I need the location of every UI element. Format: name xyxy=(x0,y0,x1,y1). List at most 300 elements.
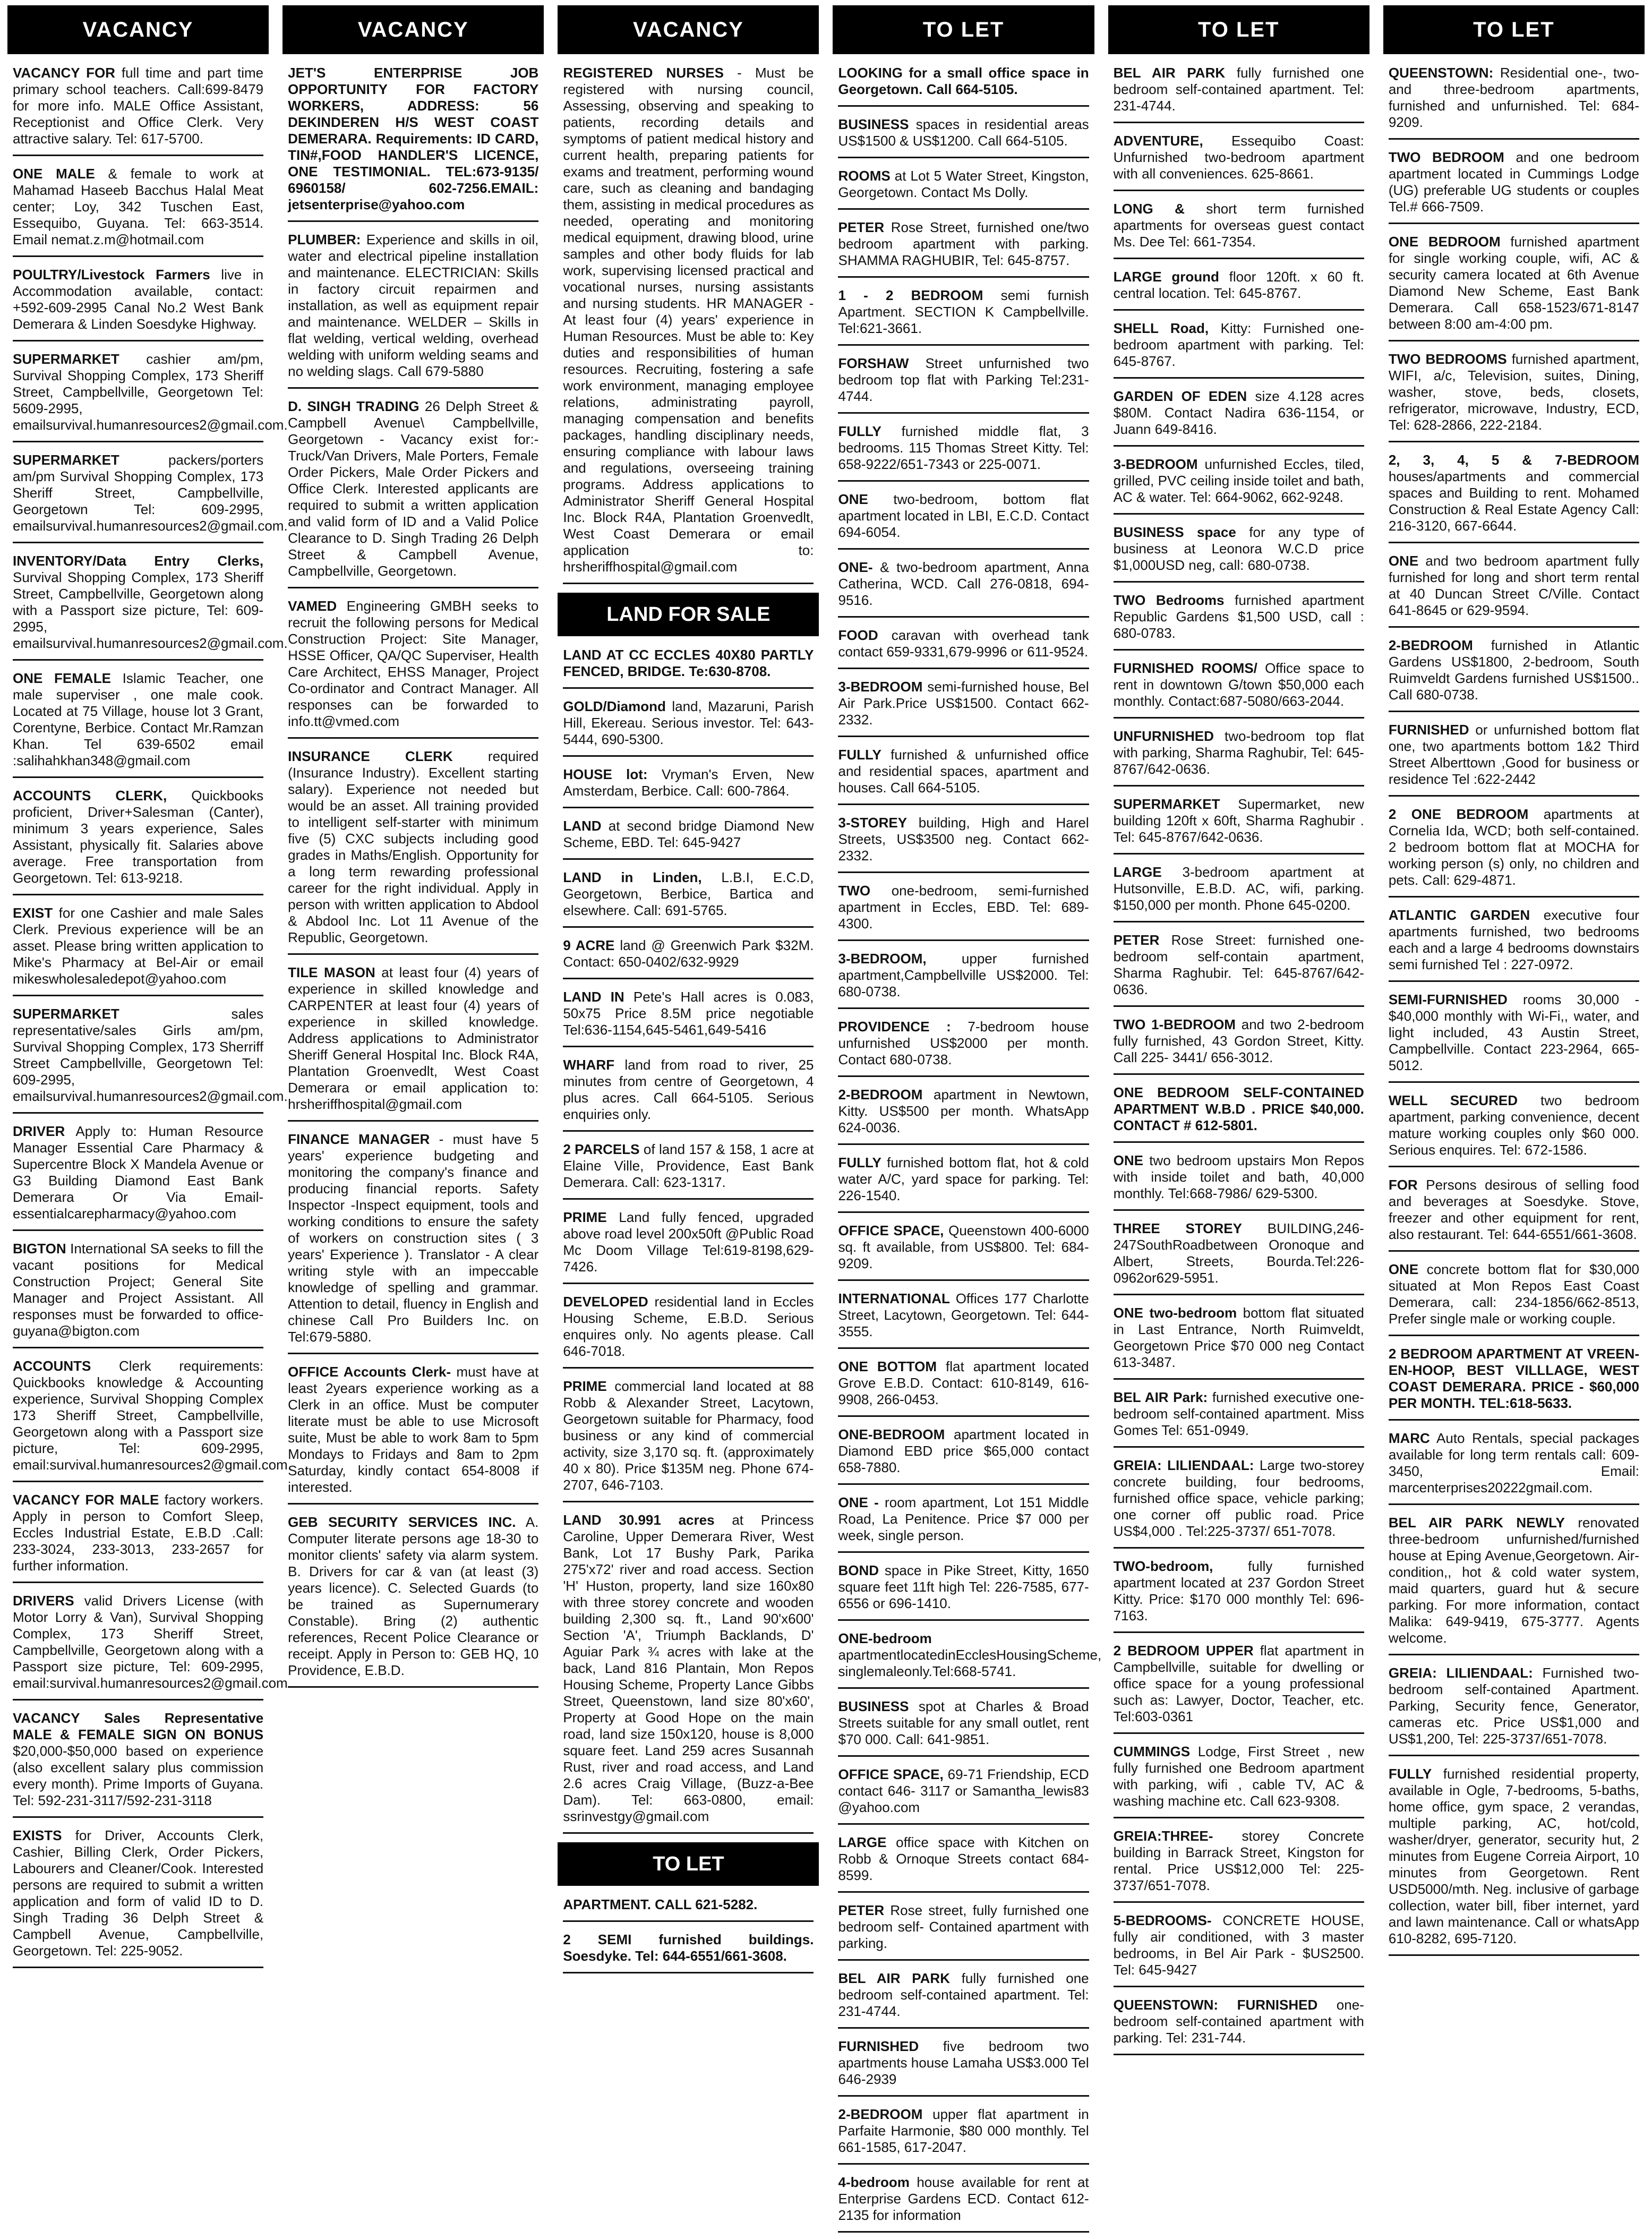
ad-lead: OFFICE SPACE, xyxy=(838,1766,944,1782)
ad-lead: TWO 1-BEDROOM xyxy=(1113,1016,1236,1032)
ad-text: residential land in Eccles Housing Scheme, E.B.D. Serious enquires only. No agents please. Call 646-7018. xyxy=(563,1294,814,1359)
classified-ad xyxy=(838,1491,1089,1553)
column-4 xyxy=(833,5,1102,2239)
ad-text: factory workers. Apply in person to Comfort Sleep, Eccles Industrial Estate, E.B.D .Call: 233-3024, 233-3013, 233-2657 for further information. xyxy=(13,1492,264,1574)
ad-lead: ONE BEDROOM SELF-CONTAINED APARTMENT W.B.D . PRICE $40,000. CONTACT # 612-5801. xyxy=(1113,1084,1364,1133)
ad-lead: TWO BEDROOMS xyxy=(1388,351,1507,367)
ad-text: apartment in Newtown, Kitty. US$500 per month. WhatsApp 624-0036. xyxy=(838,1087,1089,1135)
classified-ad xyxy=(288,961,538,1122)
classified-ad xyxy=(1114,521,1364,583)
ad-text: - Must be registered with nursing council, Assessing, observing and speaking to patients, recording details and symptoms of patient medical history and current health, preparing patients for exams and treatment, performing wound care, such as cleaning and bandaging them, assisting in medical procedures as needed, operating and monitoring medical equipment, drawing blood, urine samples and other body fluids for lab work, supervising licensed practical and vocational nurses, nursing assistants and nursing students. HR MANAGER - At least four (4) years' experience in Human Resources. Must be able to: Key duties and responsibilities of human resources. Recruiting, fostering a safe work environment, managing employee relations, administrating payroll, managing compensation and benefits packages, handling disciplinary needs, ensuring compliance with labour laws and regulations, overseeing training programs. Address applications to Administrator Sheriff General Hospital Inc. Block R4A, Plantation Groenvedlt, West Coast Demerara or email application to: hrsheriffhospital@gmail.com xyxy=(563,65,814,575)
ad-lead: 2 ONE BEDROOM xyxy=(1388,806,1529,822)
classified-ad xyxy=(13,163,263,257)
classified-ad xyxy=(563,1893,814,1922)
ad-text: Lodge, First Street , new fully furnished one Bedroom apartment with parking, wifi , cable TV, AC & washing machine etc. Call 623-9308. xyxy=(1113,1744,1364,1809)
classified-ad xyxy=(838,2103,1089,2165)
ad-text: for Driver, Accounts Clerk, Cashier, Billing Clerk, Order Pickers, Labourers and Cleaner/Cook. Interested persons are required to submit a written application and form of valid ID to D. Singh Trading 36 Delph Street & Campbell Avenue, Campbellville, Georgetown. Tel: 225-9052. xyxy=(13,1827,264,1959)
ad-text: and one bedroom apartment located in Cummings Lodge (UG) preferable UG students or couples Tel.# 666-7509. xyxy=(1388,149,1639,215)
ad-text: one-bedroom, semi-furnished apartment in Eccles, EBD. Tel: 689-4300. xyxy=(838,883,1089,932)
ad-text: two bedroom apartment, parking convenience, decent mature working couples only $60 000. Serious enquires. Tel: 672-1586. xyxy=(1388,1092,1639,1158)
ad-lead: BOND xyxy=(838,1562,879,1578)
classified-ad xyxy=(1114,1740,1364,1818)
ad-lead: 2-BEDROOM xyxy=(838,2106,923,2122)
column-3 xyxy=(558,5,819,2239)
ad-lead: 2 PARCELS xyxy=(563,1141,640,1157)
classified-ad xyxy=(838,676,1089,737)
ad-lead: 3-BEDROOM, xyxy=(838,951,927,967)
ad-text: Quickbooks proficient, Driver+Salesman (Canter), minimum 3 years experience, Sales Assistant, physically fit. Salaries above average. Free transportation from Georgetown. Tel: 613-9218. xyxy=(13,788,264,886)
classified-ad xyxy=(13,1707,263,1818)
ad-text: cashier am/pm, Survival Shopping Complex, 173 Sheriff Street, Campbellville, Georgetown Tel: 5609-2995, emailsurvival.humanresources2@gmail.com. xyxy=(13,351,288,433)
ad-lead: PLUMBER: xyxy=(288,232,361,247)
ad-lead: REGISTERED NURSES xyxy=(563,65,724,81)
ad-text: Kitty: Furnished one-bedroom apartment with parking. Tel: 645-8767. xyxy=(1113,320,1364,369)
ad-lead: BEL AIR PARK xyxy=(1113,65,1226,81)
ad-lead: TILE MASON xyxy=(288,964,375,980)
classified-ad xyxy=(838,420,1089,482)
ad-lead: TWO xyxy=(838,883,871,899)
ad-text: apartment located in Diamond EBD price $65,000 contact 658-7880. xyxy=(838,1426,1089,1475)
section-header-to-let: TO LET xyxy=(558,1842,819,1886)
ad-text: Street unfurnished two bedroom top flat with Parking Tel:231-4744. xyxy=(838,355,1089,404)
ad-text: Large two-storey concrete building, four bedrooms, furnished office space, vehicle parking; one corner off public road. Price US$4,000 . Tel:225-3737/ 651-7078. xyxy=(1113,1457,1364,1539)
classified-ad xyxy=(13,1237,263,1348)
ad-text: land from road to river, 25 minutes from centre of Georgetown, 4 plus acres. Call 664-5105. Serious enquiries only. xyxy=(563,1057,814,1122)
ad-lead: LONG & xyxy=(1113,201,1185,217)
ad-text: two-bedroom, bottom flat apartment located in LBI, E.C.D. Contact 694-6054. xyxy=(838,491,1089,540)
ad-lead: GREIA:THREE- xyxy=(1113,1828,1213,1844)
classified-ad xyxy=(563,695,814,757)
ad-lead: 9 ACRE xyxy=(563,937,615,953)
ad-text: size 4.128 acres $80M. Contact Nadira 636-1154, or Juann 649-8416. xyxy=(1113,388,1364,437)
ad-text: furnished in Atlantic Gardens US$1800, 2-bedroom, South Ruimveldt Gardens furnished US$1500.. Call 680-0738. xyxy=(1388,637,1639,703)
ad-lead: SEMI-FURNISHED xyxy=(1388,992,1508,1007)
ad-lead: VACANCY Sales Representative MALE & FEMALE SIGN ON BONUS xyxy=(13,1710,264,1742)
ad-text: Clerk requirements: Quickbooks knowledge & Accounting experience, Survival Shopping Complex 173 Sheriff Street, Campbellville, Georgetown along with a Passport size picture, Tel: 609-2995, email:survival.humanresources2@gmail.com. xyxy=(13,1358,292,1473)
classified-ad xyxy=(13,263,263,341)
ad-text: Rose Street: furnished one-bedroom self-contain apartment, Sharma Raghubir. Tel: 645-8767/642-0636. xyxy=(1113,932,1364,997)
classified-ad xyxy=(1114,1555,1364,1633)
ad-text: concrete bottom flat for $30,000 situated at Mon Repos East Coast Demerara, call: 234-1856/662-8513, Prefer single male or working couple. xyxy=(1388,1261,1639,1327)
classified-ad xyxy=(13,1589,292,1700)
classified-ad xyxy=(13,1489,263,1583)
classified-ad xyxy=(288,62,538,222)
ad-text: 7-bedroom house unfurnished US$2000 per month. Contact 680-0738. xyxy=(838,1019,1089,1067)
ad-lead: APARTMENT. CALL 621-5282. xyxy=(563,1896,758,1912)
ad-lead: INSURANCE CLERK xyxy=(288,748,453,764)
ad-lead: TWO Bedrooms xyxy=(1113,592,1225,608)
classified-ad xyxy=(838,811,1089,873)
ad-text: semi-furnished house, Bel Air Park.Price US$1500. Contact 662-2332. xyxy=(838,679,1089,728)
ad-text: Engineering GMBH seeks to recruit the following persons for Medical Construction Project: Site Manager, HSSE Officer, QA/QC Superviser, Health Care Architect, EHSS Manager, Project Co-ordinator and Contract Manager. All responses can be forwarded to info.tt@vmed.com xyxy=(288,598,539,729)
ad-text: and two 2-bedroom fully furnished, 43 Gordon Street, Kitty. Call 225- 3441/ 656-3012. xyxy=(1113,1016,1364,1065)
ad-text: building, High and Harel Streets, US$3500 neg. Contact 662-2332. xyxy=(838,815,1089,864)
column-header: VACANCY xyxy=(558,5,819,54)
classified-ad xyxy=(1389,1343,1639,1421)
ad-text: fully furnished one bedroom self-contained apartment. Tel: 231-4744. xyxy=(838,1970,1089,2019)
ad-lead: 3-BEDROOM xyxy=(838,679,923,695)
ad-text: & two-bedroom apartment, Anna Catherina, WCD. Call 276-0818, 694-9516. xyxy=(838,559,1089,608)
ad-text: at Princess Caroline, Upper Demerara River, West Bank, Lot 17 Bushy Park, Parika 275'x72' river and road access. Section 'H' Huston, property, land size 160x80 with three storey concrete and wooden building 2,300 sq. ft., Land 90'x600' Section 'A', Triumph Backlands, D' Aguiar Park ¾ acres with lake at the back, Land 816 Plantain, Mon Repos Housing Scheme, Property Lance Gibbs Street, Queenstown, land size 80'x60', Property at Good Hope on the main road, land size 150x120, house is 8,000 square feet. Land 259 acres Susannah Rust, river and road access, and Land 2.6 acres Craig Village, (Buzz-a-Bee Dam). Tel: 663-0800, email: ssrinvestgy@gmail.com xyxy=(563,1512,814,1824)
classified-ad xyxy=(288,745,538,955)
ad-lead: 3-BEDROOM xyxy=(1113,456,1198,472)
column-5 xyxy=(1108,5,1369,2239)
classified-ad xyxy=(1114,929,1364,1007)
classified-ad xyxy=(838,62,1089,107)
classified-ad xyxy=(1114,1994,1364,2055)
ad-lead: FURNISHED xyxy=(838,2038,919,2054)
ad-lead: BEL AIR PARK xyxy=(838,1970,950,1986)
classified-ad xyxy=(1114,589,1364,651)
ad-text: for any type of business at Leonora W.C.D price $1,000USD neg, call: 680-0738. xyxy=(1113,524,1364,573)
classified-ad xyxy=(288,595,538,739)
classified-ad xyxy=(1114,1639,1364,1734)
ad-text: of land 157 & 158, 1 acre at Elaine Ville, Providence, East Bank Demerara. Call: 623-1317. xyxy=(563,1141,814,1190)
ad-text: land, Mazaruni, Parish Hill, Ekereau. Serious investor. Tel: 643-5444, 690-5300. xyxy=(563,698,814,747)
ad-lead: VACANCY FOR xyxy=(13,65,115,81)
ad-lead: ONE two-bedroom xyxy=(1113,1305,1237,1321)
classified-ad xyxy=(13,62,263,156)
ad-lead: FULLY xyxy=(838,747,881,763)
ad-lead: ONE MALE xyxy=(13,166,95,182)
ad-text: floor 120ft. x 60 ft. central location. Tel: 645-8767. xyxy=(1113,269,1364,301)
ad-lead: BUSINESS xyxy=(838,1698,909,1714)
classified-ad xyxy=(13,902,263,996)
ad-text: one-bedroom self-contained apartment with parking. Tel: 231-744. xyxy=(1113,1997,1364,2046)
ad-lead: GOLD/Diamond xyxy=(563,698,666,714)
classified-ad xyxy=(1389,1258,1639,1336)
classified-ad xyxy=(563,1206,814,1284)
ad-lead: ACCOUNTS xyxy=(13,1358,91,1374)
ad-text: 26 Delph Street & Campbell Avenue\ Campbellville, Georgetown - Vacancy exist for:-Truck/Van Drivers, Male Porters, Female Order Pickers, Male Order Pickers and Office Clerk. Interested applicants are required to submit a written application and valid form of ID and a Valid Police Clearance to D. Singh Trading 26 Delph Street & Campbell Avenue, Campbellville, Georgetown. xyxy=(288,398,539,579)
classified-ad xyxy=(563,1928,814,1973)
classified-ad xyxy=(1114,1013,1364,1075)
ad-lead: ROOMS xyxy=(838,168,891,184)
ad-lead: OFFICE Accounts Clerk- xyxy=(288,1364,451,1380)
ad-lead: MARC xyxy=(1388,1430,1430,1446)
ad-lead: LARGE xyxy=(1113,864,1162,880)
classified-ad xyxy=(1114,1825,1364,1903)
ad-text: Office space to rent in downtown G/town $50,000 each monthly. Contact:687-5080/663-2044. xyxy=(1113,660,1364,709)
ad-text: and two bedroom apartment fully furnished for long and short term rental at 40 Duncan Street C/Ville. Contact 641-8645 or 629-9594. xyxy=(1388,553,1639,618)
ad-lead: PETER xyxy=(1113,932,1160,948)
column-2 xyxy=(283,5,544,2239)
classified-ad xyxy=(1114,1386,1364,1448)
ad-text: L.B.I, E.C.D, Georgetown, Berbice, Bartica and elsewhere. Call: 691-5765. xyxy=(563,869,814,918)
ad-lead: 2, 3, 4, 5 & 7-BEDROOM xyxy=(1388,452,1639,468)
ad-list xyxy=(1383,54,1645,2239)
ad-lead: ONE FEMALE xyxy=(13,670,111,686)
ad-text: 69-71 Friendship, ECD contact 646- 3117 or Samantha_lewis83 @yahoo.com xyxy=(838,1766,1089,1815)
ad-lead: ADVENTURE, xyxy=(1113,133,1203,149)
classified-ad xyxy=(838,1899,1089,1961)
classified-ad xyxy=(838,165,1089,210)
classified-ad xyxy=(1114,1081,1364,1143)
classified-ad xyxy=(563,934,814,979)
classified-ad xyxy=(838,1219,1089,1281)
ad-lead: BUSINESS xyxy=(838,116,909,132)
ad-lead: BEL AIR Park: xyxy=(1113,1389,1208,1405)
ad-lead: FOOD xyxy=(838,627,878,643)
ad-lead: ONE-bedroom xyxy=(838,1630,932,1646)
ad-lead: PROVIDENCE : xyxy=(838,1019,951,1035)
classified-ad xyxy=(1114,453,1364,515)
ad-lead: 2-BEDROOM xyxy=(838,1087,923,1103)
ad-lead: PRIME xyxy=(563,1378,607,1394)
ad-lead: LAND in Linden, xyxy=(563,869,702,885)
ad-lead: ONE BOTTOM xyxy=(838,1358,937,1374)
classified-ad xyxy=(838,744,1089,805)
ad-text: houses/apartments and commercial spaces and Building to rent. Mohamed Construction & Real Estate Agency Call: 216-3120, 667-6644. xyxy=(1388,468,1639,534)
classified-ad xyxy=(1389,1511,1639,1655)
ad-lead: FULLY xyxy=(1388,1766,1432,1782)
ad-lead: OFFICE SPACE, xyxy=(838,1223,944,1238)
ad-text: Auto Rentals, special packages available for long term rentals call: 609-3450, Email: marcenterprises20222gmail.com. xyxy=(1388,1430,1639,1495)
ad-lead: FORSHAW xyxy=(838,355,909,371)
ad-text: valid Drivers License (with Motor Lorry & Van), Survival Shopping Complex, 173 Sheriff Street, Campbellville, Georgetown along with a Passport size picture, Tel: 609-2995, email:survival.humanresources2@gmail.com. xyxy=(13,1593,292,1691)
ad-text: or unfurnished bottom flat one, two apartments bottom 1&2 Third Street Alberttown ,Good for business or residence Tel :622-2442 xyxy=(1388,722,1639,787)
classified-ad xyxy=(838,2171,1089,2233)
ad-text: furnished bottom flat, hot & cold water A/C, yard space for parking. Tel: 226-1540. xyxy=(838,1155,1089,1203)
ad-text: apartments at Cornelia Ida, WCD; both self-contained. 2 bedroom bottom flat at MOCHA for working person (s) only, no children and pets. Call: 629-4871. xyxy=(1388,806,1639,888)
ad-text: land @ Greenwich Park $32M. Contact: 650-0402/632-9929 xyxy=(563,937,814,970)
ad-text: Residential one-, two- and three-bedroom apartments, furnished and unfurnished. Tel: 684-9209. xyxy=(1388,65,1639,130)
ad-lead: TWO-bedroom, xyxy=(1113,1558,1213,1574)
ad-lead: LAND 30.991 acres xyxy=(563,1512,715,1528)
ad-text: spaces in residential areas US$1500 & US$1200. Call 664-5105. xyxy=(838,116,1089,149)
classified-ad xyxy=(1114,1217,1364,1295)
classified-ad xyxy=(288,1511,538,1688)
ad-lead: FULLY xyxy=(838,1155,881,1170)
ad-lead: POULTRY/Livestock Farmers xyxy=(13,267,210,283)
column-header: TO LET xyxy=(833,5,1094,54)
ad-text: house available for rent at Enterprise Gardens ECD. Contact 612-2135 for information xyxy=(838,2174,1089,2223)
classified-ad xyxy=(838,1287,1089,1349)
ad-text: Offices 177 Charlotte Street, Lacytown, Georgetown. Tel: 644-3555. xyxy=(838,1291,1089,1339)
ad-text: Queenstown 400-6000 sq. ft available, from US$800. Tel: 684-9209. xyxy=(838,1223,1089,1271)
ad-lead: 2 SEMI furnished buildings. Soesdyke. Tel: 644-6551/661-3608. xyxy=(563,1932,814,1964)
ad-lead: 2 BEDROOM APARTMENT AT VREEN-EN-HOOP, BEST VILLLAGE, WEST COAST DEMERARA. PRICE - $60,000 PER MONTH. TEL:618-5633. xyxy=(1388,1346,1639,1411)
ad-list xyxy=(7,54,292,2239)
ad-text: - must have 5 years' experience budgeting and monitoring the company's finance and producing financial reports. Safety Inspector -Inspect equipment, tools and working conditions to ensure the safety of workers on construction sites ( 3 years' Experience ). Translator - A clear writing style with an impeccable knowledge of spelling and grammar. Attention to detail, fluency in English and chinese Call Pro Builders Inc. on Tel:679-5880. xyxy=(288,1131,539,1345)
ad-lead: FOR xyxy=(1388,1177,1418,1193)
ad-text: Land fully fenced, upgraded above road level 200x50ft @Public Road Mc Doom Village Tel:619-8198,629-7426. xyxy=(563,1209,814,1275)
ad-list xyxy=(1108,54,1369,2239)
ad-text: furnished residential property, available in Ogle, 7-bedrooms, 5-baths, home office, gym space, 2 verandas, multiple parking, AC, hot/cold, washer/dryer, generator, security hut, 2 minutes from Eugene Correia Airport, 10 minutes from Georgetown. Rent USD5000/mth. Neg. inclusive of garbage collection, water bill, fiber internet, yard and lawn maintenance. Call or whatsApp 610-8282, 695-7120. xyxy=(1388,1766,1639,1946)
classified-ad xyxy=(13,1120,263,1231)
ad-lead: LAND AT CC ECCLES 40X80 PARTLY FENCED, BRIDGE. Te:630-8708. xyxy=(563,647,814,679)
classified-ad xyxy=(1389,449,1639,543)
ad-text: fully furnished apartment located at 237 Gordon Street Kitty. Price: $170 000 monthly Tel: 696-7163. xyxy=(1113,1558,1364,1623)
ad-lead: FURNISHED ROOMS/ xyxy=(1113,660,1257,676)
ad-lead: 2-BEDROOM xyxy=(1388,637,1473,653)
ad-lead: GARDEN OF EDEN xyxy=(1113,388,1247,404)
ad-lead: CUMMINGS xyxy=(1113,1744,1191,1759)
classified-ad xyxy=(1114,130,1364,191)
ad-text: bottom flat situated in Last Entrance, North Ruimveldt, Georgetown Price $70 000 neg Contact 613-3487. xyxy=(1113,1305,1364,1370)
vacancy-ads xyxy=(563,62,814,591)
ad-text: executive four apartments furnished, two bedrooms each and a large 4 bedrooms downstairs semi furnished Tel : 227-0972. xyxy=(1388,907,1639,972)
classified-ad xyxy=(1389,1089,1639,1167)
ad-lead: JET'S ENTERPRISE JOB OPPORTUNITY FOR FACTORY WORKERS, ADDRESS: 56 DEKINDEREN H/S WEST COAST DEMERARA. Requirements: ID CARD, TIN#,FOOD HANDLER'S LICENCE, ONE TESTIMONIAL. TEL:673-9135/ 6960158/ 602-7256.EMAIL: jetsenterprise@yahoo.com xyxy=(288,65,539,212)
ad-lead: 1 - 2 BEDROOM xyxy=(838,287,983,303)
ad-lead: DRIVERS xyxy=(13,1593,74,1609)
ad-text: for one Cashier and male Sales Clerk. Previous experience will be an asset. Please bring written application to Mike's Pharmacy at Bel-Air or email mikeswholesaledepot@yahoo.com xyxy=(13,905,264,987)
ad-list xyxy=(833,54,1102,2239)
ad-lead: BIGTON xyxy=(13,1241,66,1257)
ad-lead: ONE- xyxy=(838,559,873,575)
ad-text: Rose street, fully furnished one bedroom self- Contained apartment with parking. xyxy=(838,1902,1089,1951)
ad-text: furnished apartment for single working couple, wifi, AC & security camera located at 6th Avenue Diamond New Scheme, East Bank Demerara. Call 658-1523/671-8147 between 8:00 am-4:00 pm. xyxy=(1388,234,1639,332)
classified-ad xyxy=(563,1509,814,1834)
ad-text: BUILDING,246-247SouthRoadbetween Oronoque and Albert, Streets, Bourda.Tel:226-0962or629-5951. xyxy=(1113,1220,1364,1286)
classified-ad xyxy=(13,667,263,778)
column-header: VACANCY xyxy=(283,5,544,54)
column-header: VACANCY xyxy=(7,5,269,54)
ad-text: packers/porters am/pm Survival Shopping Complex, 173 Sheriff Street, Campbellville, Georgetown Tel: 609-2995, emailsurvival.humanresources2@gmail.com. xyxy=(13,452,288,534)
classified-ad xyxy=(1389,230,1639,341)
ad-lead: LAND xyxy=(563,818,602,834)
classified-ad xyxy=(1389,988,1639,1083)
classified-ad xyxy=(838,1831,1089,1893)
ad-lead: BUSINESS space xyxy=(1113,524,1236,540)
classified-ad xyxy=(288,1128,538,1354)
classified-ad xyxy=(838,2035,1089,2097)
classified-ad xyxy=(1114,198,1364,259)
classified-ad xyxy=(1114,1302,1364,1380)
ad-lead: SHELL Road, xyxy=(1113,320,1209,336)
ad-text: at Lot 5 Water Street, Kingston, Georgetown. Contact Ms Dolly. xyxy=(838,168,1089,200)
classified-ad xyxy=(563,763,814,808)
classified-ad xyxy=(563,1054,814,1132)
column-6 xyxy=(1383,5,1645,2239)
ad-text: two-bedroom top flat with parking, Sharma Raghubir, Tel: 645-8767/642-0636. xyxy=(1113,728,1364,777)
classified-ad xyxy=(1389,62,1639,140)
classified-ad xyxy=(1114,1454,1364,1549)
ad-text: office space with Kitchen on Robb & Ornoque Streets contact 684-8599. xyxy=(838,1834,1089,1883)
ad-lead: ONE xyxy=(1388,553,1419,569)
classified-ad xyxy=(838,947,1089,1009)
ad-lead: GEB SECURITY SERVICES INC. xyxy=(288,1514,516,1530)
ad-text: Persons desirous of selling food and beverages at Soesdyke. Stove, freezer and other equipment for rent, also restaurant. Tel: 644-6551/661-3608. xyxy=(1388,1177,1639,1242)
classified-ad xyxy=(563,986,814,1047)
ad-lead: ONE - xyxy=(838,1494,879,1510)
classified-ad xyxy=(1389,904,1639,982)
classified-ad xyxy=(1389,550,1639,628)
ad-text: five bedroom two apartments house Lamaha US$3.000 Tel 646-2939 xyxy=(838,2038,1089,2087)
ad-lead: FINANCE MANAGER xyxy=(288,1131,430,1147)
classified-ad xyxy=(13,348,288,442)
classified-ad xyxy=(838,1763,1089,1825)
ad-text: A. Computer literate persons age 18-30 to monitor clients' safety via alarm system. B. Drivers for car & van (at least (3) years licence). C. Selected Guards (to be trained as Supernumerary Constable). Bring (2) authentic references, Recent Police Clearance or receipt. Apply in Person to: GEB HQ, 10 Providence, E.B.D. xyxy=(288,1514,539,1678)
classified-ad xyxy=(838,1967,1089,2029)
classified-ad xyxy=(1114,1149,1364,1211)
classified-ad xyxy=(1389,1763,1639,1956)
classified-ad xyxy=(1114,266,1364,311)
ad-text: semi furnish Apartment. SECTION K Campbellville. Tel:621-3661. xyxy=(838,287,1089,336)
classified-ad xyxy=(563,1291,814,1369)
ad-lead: 2 BEDROOM UPPER xyxy=(1113,1643,1254,1659)
ad-lead: EXIST xyxy=(13,905,53,921)
classified-ad xyxy=(13,1355,292,1482)
ad-text: renovated three-bedroom unfurnished/furnished house at Eping Avenue,Georgetown. Air-condition,, hot & cold water system, maid quarters, guard hut & secure parking. For more information, contact Malika: 649-9419, 675-3777. Agents welcome. xyxy=(1388,1515,1639,1646)
ad-lead: FULLY xyxy=(838,423,881,439)
classified-ad xyxy=(1389,146,1639,224)
ad-lead: GREIA: LILIENDAAL: xyxy=(1113,1457,1254,1473)
ad-lead: VACANCY FOR MALE xyxy=(13,1492,159,1508)
ad-lead: EXISTS xyxy=(13,1827,62,1843)
ad-text: furnished middle flat, 3 bedrooms. 115 Thomas Street Kitty. Tel: 658-9222/651-7343 or 225-0071. xyxy=(838,423,1089,472)
classified-ad xyxy=(1114,793,1364,854)
classified-ad xyxy=(13,1003,288,1114)
ad-text: Islamic Teacher, one male superviser , one male cook. Located at 75 Village, house lot 3 Grant, Corentyne, Berbice. Contact Mr.Ramzan Khan. Tel 639-6502 email :salihahkhan348@gmail.com xyxy=(13,670,264,768)
column-1 xyxy=(7,5,292,2239)
ad-lead: QUEENSTOWN: FURNISHED xyxy=(1113,1997,1318,2013)
ad-lead: ONE-BEDROOM xyxy=(838,1426,945,1442)
ad-text: at least four (4) years of experience in skilled knowledge and CARPENTER at least four (4) years of experience in skilled knowledge. Address applications to Administrator Sheriff General Hospital Inc. Block R4A, Plantation Groenvedlt, West Coast Demerara or email application to: hrsheriffhospital@gmail.com xyxy=(288,964,539,1112)
ad-lead: ATLANTIC GARDEN xyxy=(1388,907,1530,923)
ad-text: CONCRETE HOUSE, fully air conditioned, with 3 master bedrooms, in Bel Air Park - $US2500. Tel: 645-9427 xyxy=(1113,1912,1364,1978)
ad-text: room apartment, Lot 151 Middle Road, La Penitence. Price $7 000 per week, single person. xyxy=(838,1494,1089,1543)
column-header: TO LET xyxy=(1383,5,1645,54)
ad-text: fully furnished one bedroom self-contained apartment. Tel: 231-4744. xyxy=(1113,65,1364,114)
ad-text: & female to work at Mahamad Haseeb Bacchus Halal Meat center; Loy, 342 Tuschen East, Essequibo, Guyana. Tel: 663-3514. Email nemat.z.m@hotmail.com xyxy=(13,166,264,247)
ad-text: sales representative/sales Girls am/pm, Survival Shopping Complex, 173 Sherriff Street Campbellville, Georgetown Tel: 609-2995, emailsurvival.humanresources2@gmail.com. xyxy=(13,1006,288,1104)
classified-ad xyxy=(838,879,1089,941)
ad-lead: THREE STOREY xyxy=(1113,1220,1242,1236)
ad-text: short term furnished apartments for overseas guest contact Ms. Dee Tel: 661-7354. xyxy=(1113,201,1364,250)
classified-ad xyxy=(13,550,288,661)
ad-lead: PETER xyxy=(838,219,885,235)
ad-lead: DRIVER xyxy=(13,1123,65,1139)
ad-lead: 3-STOREY xyxy=(838,815,908,831)
classified-ad xyxy=(1389,348,1639,442)
classified-ad xyxy=(838,1015,1089,1077)
classified-ad xyxy=(13,784,263,895)
ad-text: flat apartment in Campbellville, suitable for dwelling or office space for a young professional such as: Lawyer, Doctor, Teacher, etc. Tel:603-0361 xyxy=(1113,1643,1364,1724)
classified-ad xyxy=(1389,719,1639,797)
ad-text: furnished executive one-bedroom self-contained apartment. Miss Gomes Tel: 651-0949. xyxy=(1113,1389,1364,1438)
ad-text: two bedroom upstairs Mon Repos with inside toilet and bath, 40,000 monthly. Tel:668-7986/ 629-5300. xyxy=(1113,1152,1364,1201)
ad-text: space in Pike Street, Kitty, 1650 square feet 11ft high Tel: 226-7585, 677-6556 or 696-1410. xyxy=(838,1562,1089,1611)
classified-ad xyxy=(1114,62,1364,123)
ad-text: upper flat apartment in Parfaite Harmonie, $80 000 monthly. Tel 661-1585, 617-2047. xyxy=(838,2106,1089,2155)
classified-ad xyxy=(288,1361,538,1505)
ad-text: storey Concrete building in Barrack Street, Kingston for rental. Price US$12,000 Tel: 225-3737/651-7078. xyxy=(1113,1828,1364,1893)
ad-text: live in Accommodation available, contact: +592-609-2995 Canal No.2 West Bank Demerara & Linden Soesdyke Highway. xyxy=(13,267,264,332)
classified-ad xyxy=(838,352,1089,414)
ad-text: Essequibo Coast: Unfurnished two-bedroom apartment with all conveniences. 625-8661. xyxy=(1113,133,1364,182)
ad-lead: DEVELOPED xyxy=(563,1294,648,1310)
ad-lead: SUPERMARKET xyxy=(1113,796,1220,812)
ad-lead: GREIA: LILIENDAAL: xyxy=(1388,1665,1533,1681)
classified-ad xyxy=(1389,1427,1639,1505)
ad-lead: PETER xyxy=(838,1902,885,1918)
ad-lead: WHARF xyxy=(563,1057,615,1073)
classified-ad xyxy=(563,62,814,584)
ad-lead: ONE xyxy=(1388,1261,1419,1277)
classified-ad xyxy=(1389,1174,1639,1252)
ad-lead: ACCOUNTS CLERK, xyxy=(13,788,167,804)
classified-ad xyxy=(838,1559,1089,1621)
ad-text: furnished apartment Republic Gardens $1,500 USD, call : 680-0783. xyxy=(1113,592,1364,641)
ad-lead: LAND IN xyxy=(563,989,624,1005)
classified-ad xyxy=(288,228,538,389)
ad-text: 3-bedroom apartment at Hutsonville, E.B.D. AC, wifi, parking. $150,000 per month. Phone 645-0200. xyxy=(1113,864,1364,913)
classified-ad xyxy=(563,1375,814,1502)
classified-ad xyxy=(1389,803,1639,898)
ad-text: full time and part time primary school teachers. Call:699-8479 for more info. MALE Office Assistant, Receptionist and Office Clerk. Very attractive salary. Tel: 617-5700. xyxy=(13,65,264,147)
